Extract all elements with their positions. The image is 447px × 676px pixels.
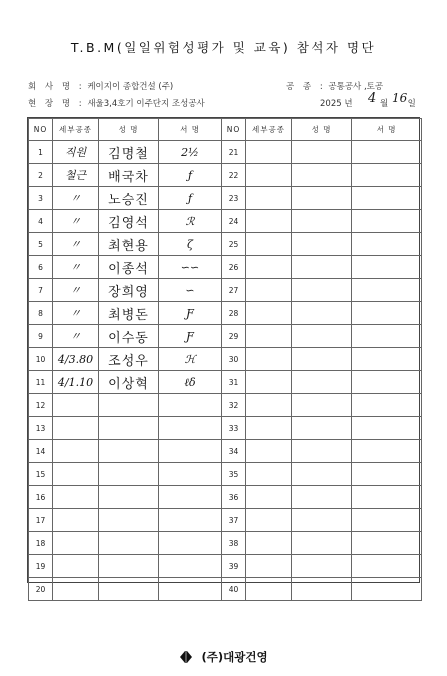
row-no-left: 7 (29, 279, 53, 302)
row-no-right: 21 (222, 141, 246, 164)
row-sign-right (352, 578, 422, 601)
footer-company-name: (주)대광건영 (201, 649, 268, 664)
row-trade-right (246, 256, 292, 279)
row-sign-right (352, 164, 422, 187)
row-trade-right (246, 279, 292, 302)
row-sign-right (352, 440, 422, 463)
header-trade-left: 세부공종 (53, 119, 99, 141)
row-name-right (292, 210, 352, 233)
row-sign-left (159, 440, 222, 463)
row-trade-left (53, 394, 99, 417)
row-name-left: 이상혁 (99, 371, 159, 394)
row-trade-left (53, 463, 99, 486)
row-no-left: 8 (29, 302, 53, 325)
row-no-right: 32 (222, 394, 246, 417)
table-row (29, 394, 422, 417)
row-sign-left (159, 417, 222, 440)
row-name-left: 이종석 (99, 256, 159, 279)
row-name-right (292, 486, 352, 509)
row-trade-right (246, 348, 292, 371)
row-trade-right (246, 164, 292, 187)
row-trade-left (53, 417, 99, 440)
company-row (28, 80, 173, 92)
header-sign-right: 서 명 (352, 119, 422, 141)
row-no-left: 17 (29, 509, 53, 532)
row-trade-left: 〃 (53, 279, 99, 302)
row-sign-left: Ƒ (159, 302, 222, 325)
table-row (29, 578, 422, 601)
row-trade-left: 〃 (53, 325, 99, 348)
row-no-right: 37 (222, 509, 246, 532)
row-no-left: 19 (29, 555, 53, 578)
row-name-right (292, 555, 352, 578)
row-trade-left: 4/3.80 (53, 348, 99, 371)
row-name-left (99, 532, 159, 555)
row-sign-right (352, 348, 422, 371)
row-name-right (292, 164, 352, 187)
row-no-left: 6 (29, 256, 53, 279)
row-name-left (99, 509, 159, 532)
row-sign-right (352, 486, 422, 509)
row-trade-right (246, 371, 292, 394)
row-name-right (292, 325, 352, 348)
row-name-left: 김영석 (99, 210, 159, 233)
row-trade-right (246, 187, 292, 210)
row-no-left: 9 (29, 325, 53, 348)
table-row (29, 532, 422, 555)
date-month-label: 월 (379, 99, 389, 109)
row-no-left: 2 (29, 164, 53, 187)
row-name-left (99, 417, 159, 440)
row-no-right: 23 (222, 187, 246, 210)
row-no-right: 22 (222, 164, 246, 187)
row-sign-left: ℛ (159, 210, 222, 233)
trade-label: 공 종 : (286, 82, 326, 92)
row-trade-right (246, 325, 292, 348)
row-no-left: 12 (29, 394, 53, 417)
table-row (29, 555, 422, 578)
row-no-right: 30 (222, 348, 246, 371)
row-name-right (292, 371, 352, 394)
row-trade-left: 〃 (53, 302, 99, 325)
row-name-left: 배국차 (99, 164, 159, 187)
row-sign-right (352, 532, 422, 555)
row-name-right (292, 578, 352, 601)
footer (0, 646, 447, 665)
date-day-handwritten: 16 (392, 91, 408, 105)
header-sign-left: 서 명 (159, 119, 222, 141)
row-trade-left: 4/1.10 (53, 371, 99, 394)
site-label: 현 장 명 : (28, 99, 85, 109)
row-name-right (292, 187, 352, 210)
row-sign-right (352, 141, 422, 164)
row-name-left (99, 463, 159, 486)
row-no-right: 40 (222, 578, 246, 601)
row-sign-left (159, 532, 222, 555)
site-row (28, 97, 205, 109)
row-no-right: 33 (222, 417, 246, 440)
row-name-right (292, 348, 352, 371)
row-name-right (292, 463, 352, 486)
row-sign-left (159, 555, 222, 578)
row-sign-right (352, 210, 422, 233)
row-no-left: 14 (29, 440, 53, 463)
row-name-left: 김명철 (99, 141, 159, 164)
row-name-left: 조성우 (99, 348, 159, 371)
row-trade-left: 철근 (53, 164, 99, 187)
row-sign-left: Ƒ (159, 325, 222, 348)
row-name-left (99, 486, 159, 509)
row-sign-left: ∽ (159, 279, 222, 302)
row-no-right: 36 (222, 486, 246, 509)
row-name-right (292, 279, 352, 302)
header-trade-right: 세부공종 (246, 119, 292, 141)
row-name-right (292, 302, 352, 325)
header-name-left: 성 명 (99, 119, 159, 141)
row-no-right: 39 (222, 555, 246, 578)
row-no-right: 28 (222, 302, 246, 325)
row-sign-left: 2½ (159, 141, 222, 164)
table-row (29, 210, 422, 233)
row-trade-left: 〃 (53, 187, 99, 210)
header-name-right: 성 명 (292, 119, 352, 141)
row-name-right (292, 394, 352, 417)
daegwang-logo-icon (179, 650, 193, 664)
row-no-right: 25 (222, 233, 246, 256)
page-title: T.B.M(일일위험성평가 및 교육) 참석자 명단 (70, 40, 377, 55)
row-trade-left (53, 440, 99, 463)
row-no-right: 38 (222, 532, 246, 555)
row-trade-right (246, 486, 292, 509)
row-sign-right (352, 463, 422, 486)
row-trade-right (246, 233, 292, 256)
row-sign-left (159, 578, 222, 601)
row-trade-left (53, 555, 99, 578)
row-no-right: 29 (222, 325, 246, 348)
header-no-left: NO (29, 119, 53, 141)
row-no-left: 16 (29, 486, 53, 509)
row-sign-left (159, 509, 222, 532)
row-name-right (292, 141, 352, 164)
row-no-left: 10 (29, 348, 53, 371)
row-trade-right (246, 302, 292, 325)
row-sign-left (159, 486, 222, 509)
row-trade-left (53, 532, 99, 555)
row-sign-left: ζ (159, 233, 222, 256)
table-row (29, 141, 422, 164)
row-name-left: 이수동 (99, 325, 159, 348)
row-sign-right (352, 187, 422, 210)
table-row (29, 509, 422, 532)
company-label: 회 사 명 : (28, 82, 85, 92)
row-sign-left: ƒ (159, 187, 222, 210)
table-row (29, 302, 422, 325)
row-sign-left: ℋ (159, 348, 222, 371)
row-no-right: 35 (222, 463, 246, 486)
row-no-left: 3 (29, 187, 53, 210)
row-no-right: 24 (222, 210, 246, 233)
row-sign-right (352, 256, 422, 279)
row-name-right (292, 417, 352, 440)
row-no-right: 26 (222, 256, 246, 279)
row-trade-right (246, 463, 292, 486)
date-day-label: 일 (407, 99, 416, 109)
table-row (29, 325, 422, 348)
row-trade-right (246, 141, 292, 164)
table-row (29, 348, 422, 371)
row-trade-left (53, 486, 99, 509)
row-trade-right (246, 394, 292, 417)
attendance-table (27, 117, 420, 594)
row-name-right (292, 532, 352, 555)
row-sign-right (352, 371, 422, 394)
row-sign-right (352, 279, 422, 302)
row-sign-right (352, 555, 422, 578)
row-no-left: 5 (29, 233, 53, 256)
header-no-right: NO (222, 119, 246, 141)
table-header-row (29, 119, 422, 141)
row-trade-right (246, 210, 292, 233)
row-no-left: 11 (29, 371, 53, 394)
row-trade-left: 〃 (53, 256, 99, 279)
row-trade-left (53, 509, 99, 532)
row-name-left (99, 578, 159, 601)
row-trade-right (246, 532, 292, 555)
table-row (29, 187, 422, 210)
row-name-left (99, 394, 159, 417)
row-no-left: 18 (29, 532, 53, 555)
table-row (29, 440, 422, 463)
row-sign-right (352, 325, 422, 348)
row-trade-left (53, 578, 99, 601)
row-name-right (292, 509, 352, 532)
table-row (29, 463, 422, 486)
row-no-left: 1 (29, 141, 53, 164)
table-row (29, 279, 422, 302)
table-row (29, 417, 422, 440)
row-no-left: 20 (29, 578, 53, 601)
trade-value: 공통공사 ,토공 (328, 82, 384, 92)
row-no-left: 15 (29, 463, 53, 486)
row-no-right: 34 (222, 440, 246, 463)
row-trade-right (246, 440, 292, 463)
table-row (29, 233, 422, 256)
row-sign-right (352, 394, 422, 417)
row-name-left (99, 555, 159, 578)
table-row (29, 164, 422, 187)
table-row (29, 256, 422, 279)
date-year: 2025 년 (320, 99, 353, 109)
row-name-right (292, 256, 352, 279)
row-name-left (99, 440, 159, 463)
site-value: 새울3,4호기 이주단지 조성공사 (87, 99, 205, 109)
row-sign-left (159, 463, 222, 486)
row-name-left: 장희영 (99, 279, 159, 302)
company-value: 케이지이 종합건설 (주) (87, 82, 174, 92)
row-name-left: 최병돈 (99, 302, 159, 325)
row-name-left: 최현용 (99, 233, 159, 256)
row-no-left: 13 (29, 417, 53, 440)
row-no-right: 27 (222, 279, 246, 302)
row-no-left: 4 (29, 210, 53, 233)
date-month-handwritten: 4 (368, 91, 377, 106)
row-trade-right (246, 578, 292, 601)
row-sign-left: ℓδ (159, 371, 222, 394)
row-sign-left (159, 394, 222, 417)
row-trade-left: 직원 (53, 141, 99, 164)
row-sign-right (352, 302, 422, 325)
row-sign-right (352, 509, 422, 532)
row-sign-right (352, 417, 422, 440)
row-sign-left: ƒ (159, 164, 222, 187)
row-sign-right (352, 233, 422, 256)
row-trade-right (246, 509, 292, 532)
table-row (29, 371, 422, 394)
row-trade-left: 〃 (53, 233, 99, 256)
table-row (29, 486, 422, 509)
row-name-right (292, 233, 352, 256)
row-no-right: 31 (222, 371, 246, 394)
row-name-left: 노승진 (99, 187, 159, 210)
row-name-right (292, 440, 352, 463)
row-sign-left: ∽∽ (159, 256, 222, 279)
row-trade-right (246, 417, 292, 440)
row-trade-right (246, 555, 292, 578)
row-trade-left: 〃 (53, 210, 99, 233)
